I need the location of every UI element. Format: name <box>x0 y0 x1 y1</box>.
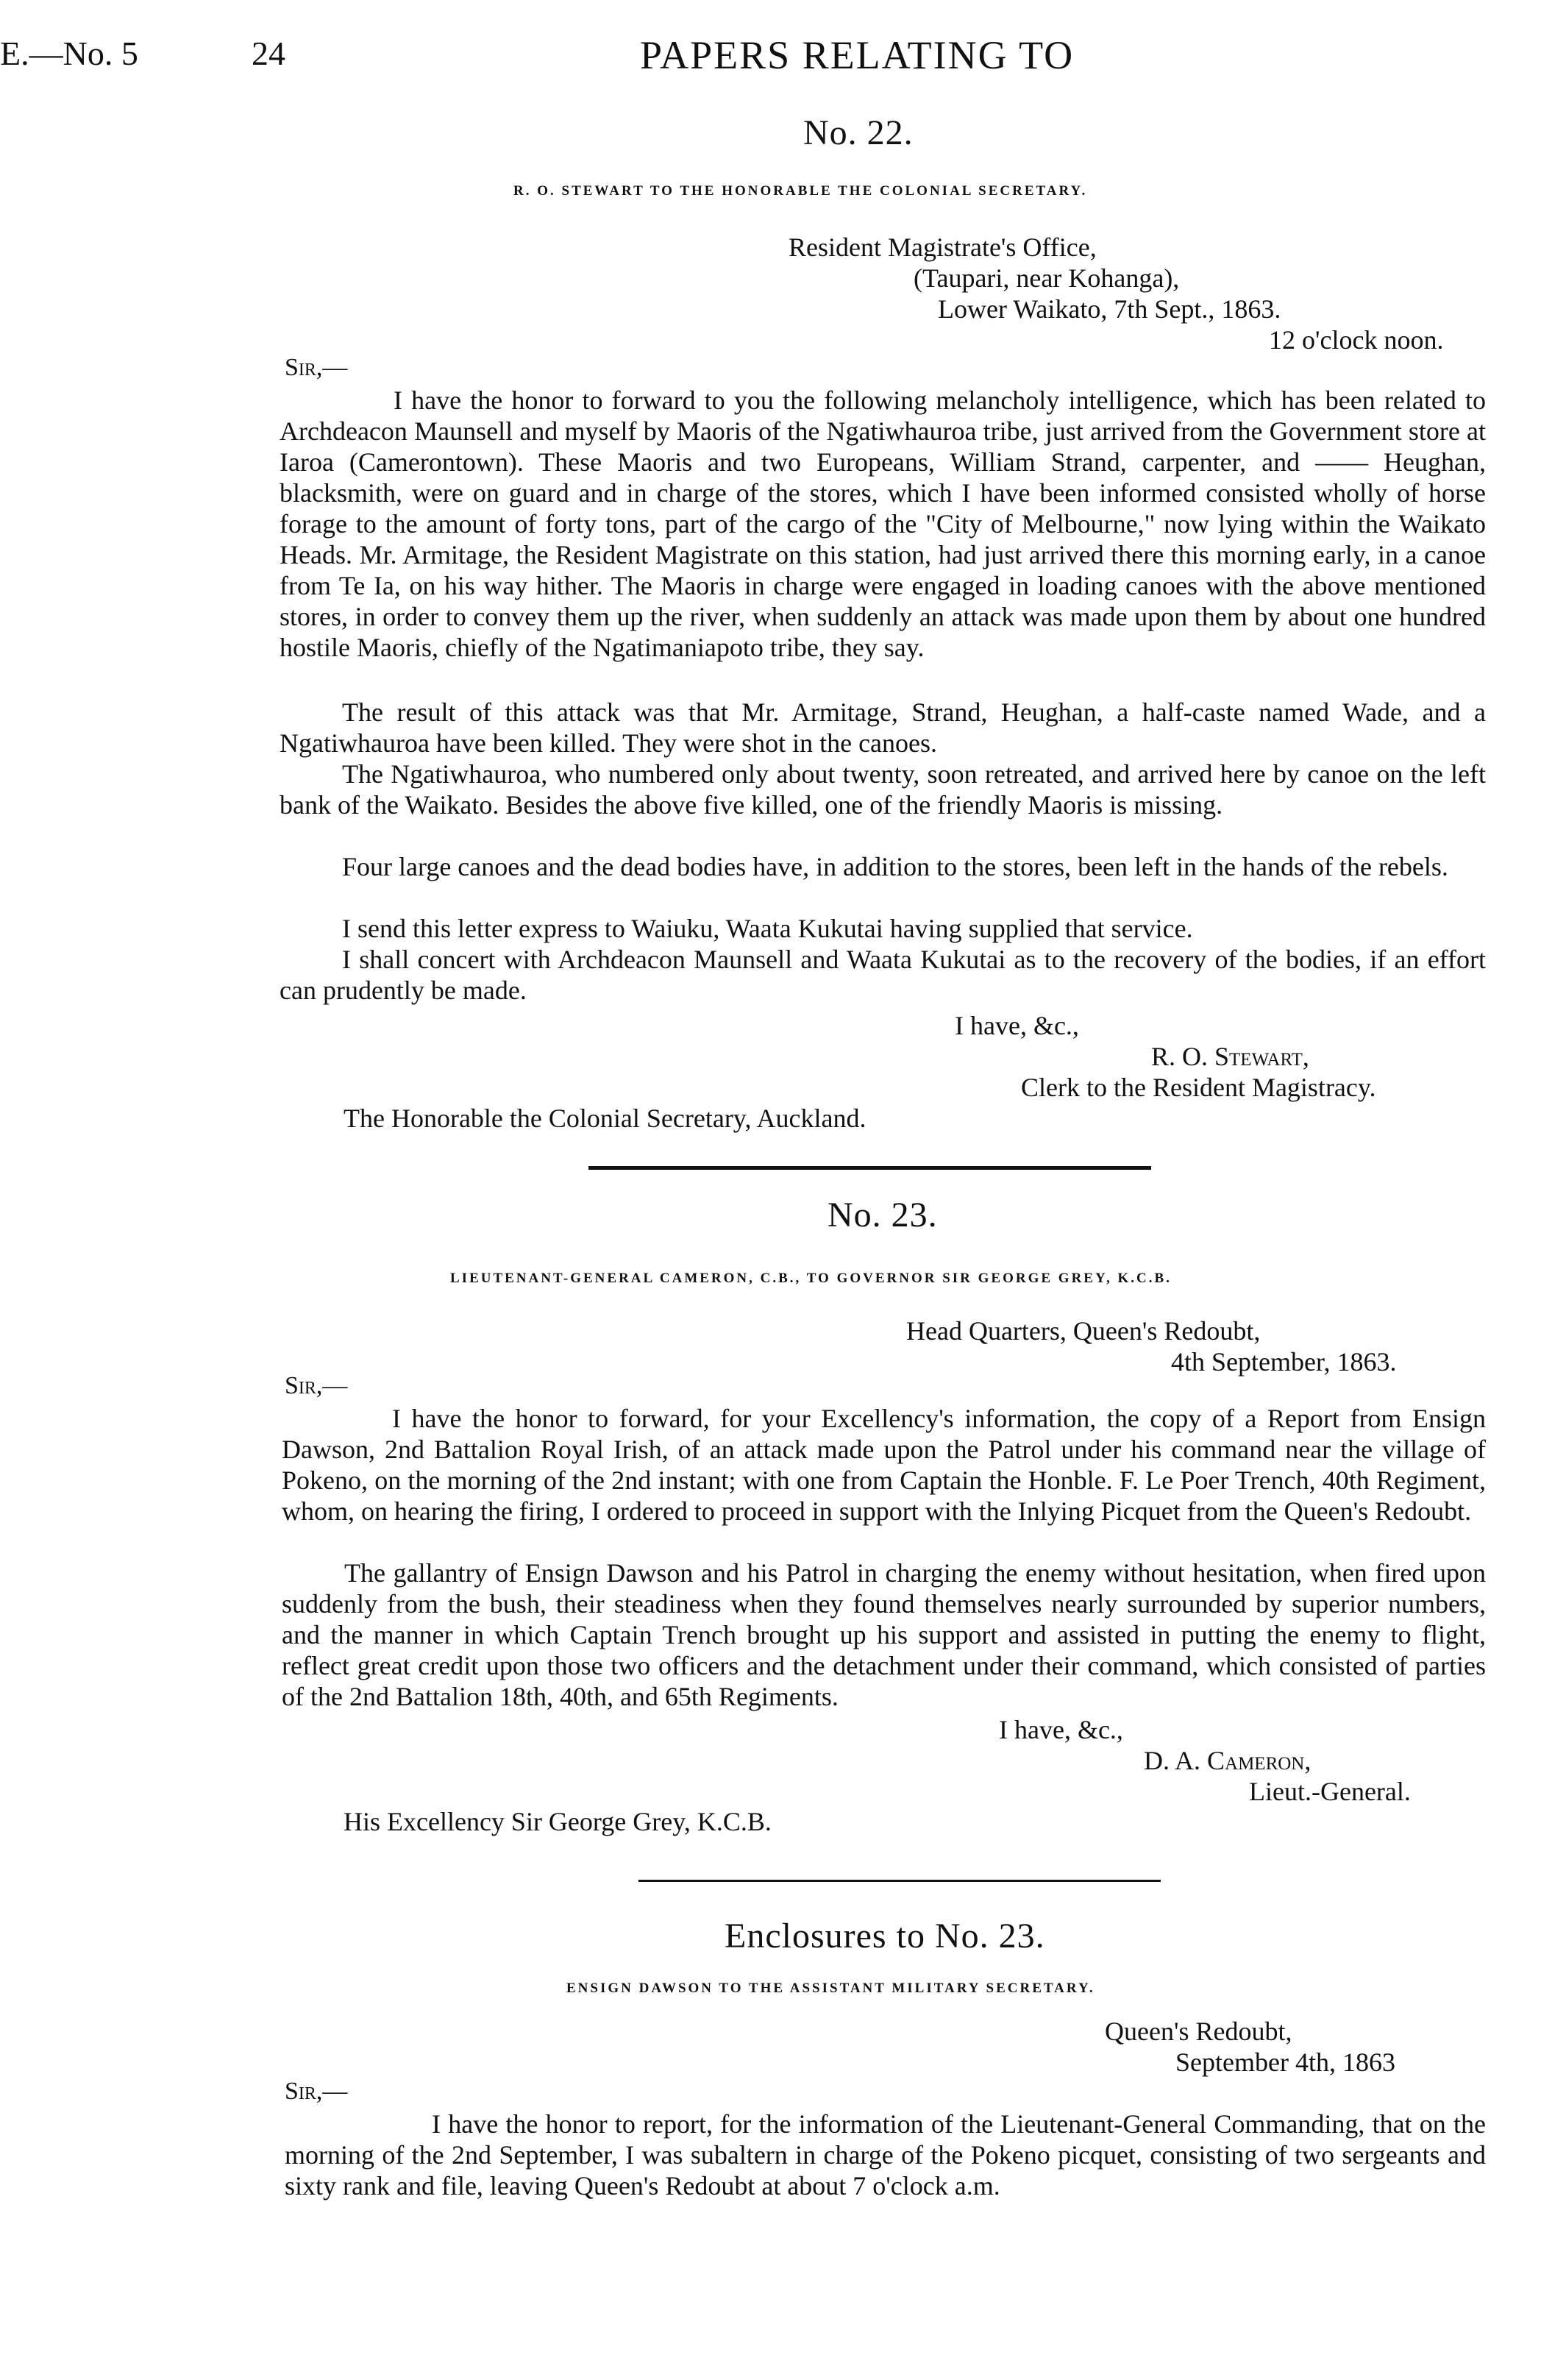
letter-23-signature-title: Lieut.-General. <box>1249 1777 1411 1806</box>
letter-23-signature: D. A. Cameron, <box>1144 1746 1312 1775</box>
letter-22-paragraph: The Ngatiwhauroa, who numbered only about twenty, soon retreated, and arrived here by canoe on the left bank of the Waikato. Besides the above five killed, one of the friendly Maoris is missing. <box>280 759 1486 820</box>
enclosures-address-line: September 4th, 1863 <box>1175 2047 1395 2077</box>
enclosures-paragraph: I have the honor to report, for the information of the Lieutenant-General Commanding, that on the morning of the 2nd September, I was subaltern in charge of the Pokeno picquet, consisting of two sergeants and sixty rank and file, leaving Queen's Redoubt at about 7 o'clock a.m. <box>285 2109 1486 2200</box>
page-title: PAPERS RELATING TO <box>640 33 1075 77</box>
letter-22-addressee: The Honorable the Colonial Secretary, Auckland. <box>344 1104 866 1133</box>
letter-22-paragraph: Four large canoes and the dead bodies have, in addition to the stores, been left in the hands of the rebels. <box>342 852 1448 881</box>
enclosures-salutation: Sir,— <box>285 2078 348 2105</box>
letter-22-address-line: (Taupari, near Kohanga), <box>914 263 1180 293</box>
letter-22-paragraph: I have the honor to forward to you the following melancholy intelligence, which has been related to Archdeacon Maunsell and myself by Maoris of the Ngatiwhauroa tribe, just arrived from the Government store at Iaroa (Camerontown). These Maoris and two Europeans, William Strand, carpenter, and —— Heughan, blacksmith, were on guard and in charge of the stores, which I have been informed consisted wholly of horse forage to the amount of forty tons, part of the cargo of the "City of Melbourne," now lying within the Waikato Heads. Mr. Armitage, the Resident Magistrate on this station, had just arrived there this morning early, in a canoe from Te Ia, on his way hither. The Maoris in charge were engaged in loading canoes with the above mentioned stores, in order to convey them up the river, when suddenly an attack was made upon them by about one hundred hostile Maoris, chiefly of the Ngatimaniapoto tribe, they say. <box>280 386 1486 662</box>
letter-23-address-line: 4th September, 1863. <box>1171 1347 1397 1377</box>
letter-23-closing: I have, &c., <box>999 1715 1123 1744</box>
letter-22-signature-title: Clerk to the Resident Magistracy. <box>1021 1073 1376 1102</box>
letter-23-salutation: Sir,— <box>285 1372 348 1399</box>
letter-22-address-line: Lower Waikato, 7th Sept., 1863. <box>938 294 1281 324</box>
enclosures-caption: ENSIGN DAWSON TO THE ASSISTANT MILITARY SECRETARY. <box>566 1981 1095 1996</box>
letter-23-paragraph: I have the honor to forward, for your Excellency's information, the copy of a Report from Ensign Dawson, 2nd Battalion Royal Irish, of an attack made upon the Patrol under his command near the village of Pokeno, on the morning of the 2nd instant; with one from Captain the Honble. F. Le Poer Trench, 40th Regiment, whom, on hearing the firing, I ordered to proceed in support with the Inlying Picquet from the Queen's Redoubt. <box>282 1404 1486 1526</box>
letter-23-number: No. 23. <box>828 1196 938 1235</box>
enclosures-heading: Enclosures to No. 23. <box>725 1917 1045 1955</box>
section-divider <box>638 1880 1161 1882</box>
letter-22-paragraph: I shall concert with Archdeacon Maunsell and Waata Kukutai as to the recovery of the bodies, if an effort can prudently be made. <box>280 945 1486 1005</box>
letter-22-number: No. 22. <box>803 113 914 152</box>
enclosures-address-line: Queen's Redoubt, <box>1105 2017 1292 2046</box>
letter-22-address-line: Resident Magistrate's Office, <box>789 232 1097 262</box>
letter-22-paragraph: I send this letter express to Waiuku, Waata Kukutai having supplied that service. <box>342 914 1193 943</box>
section-divider <box>588 1166 1151 1170</box>
letter-23-address-line: Head Quarters, Queen's Redoubt, <box>906 1316 1261 1346</box>
letter-23-caption: LIEUTENANT-GENERAL CAMERON, C.B., TO GOVERNOR SIR GEORGE GREY, K.C.B. <box>450 1271 1172 1286</box>
letter-23-addressee: His Excellency Sir George Grey, K.C.B. <box>344 1807 772 1836</box>
document-reference: E.—No. 5 <box>0 35 138 72</box>
letter-22-salutation: Sir,— <box>285 354 348 381</box>
letter-22-address-line: 12 o'clock noon. <box>1269 325 1444 355</box>
letter-22-signature: R. O. Stewart, <box>1151 1042 1309 1071</box>
page-number: 24 <box>252 35 285 72</box>
letter-22-caption: R. O. STEWART TO THE HONORABLE THE COLONIAL SECRETARY. <box>513 183 1088 199</box>
letter-23-paragraph: The gallantry of Ensign Dawson and his Patrol in charging the enemy without hesitation, when fired upon suddenly from the bush, their steadiness when they found themselves nearly surrounded by superior numbers, and the manner in which Captain Trench brought up his support and assisted in putting the enemy to flight, reflect great credit upon those two officers and the detachment under their command, which consisted of parties of the 2nd Battalion 18th, 40th, and 65th Regiments. <box>282 1558 1486 1711</box>
letter-22-paragraph: The result of this attack was that Mr. Armitage, Strand, Heughan, a half-caste named Wade, and a Ngatiwhauroa have been killed. They were shot in the canoes. <box>280 697 1486 758</box>
letter-22-closing: I have, &c., <box>955 1011 1079 1040</box>
